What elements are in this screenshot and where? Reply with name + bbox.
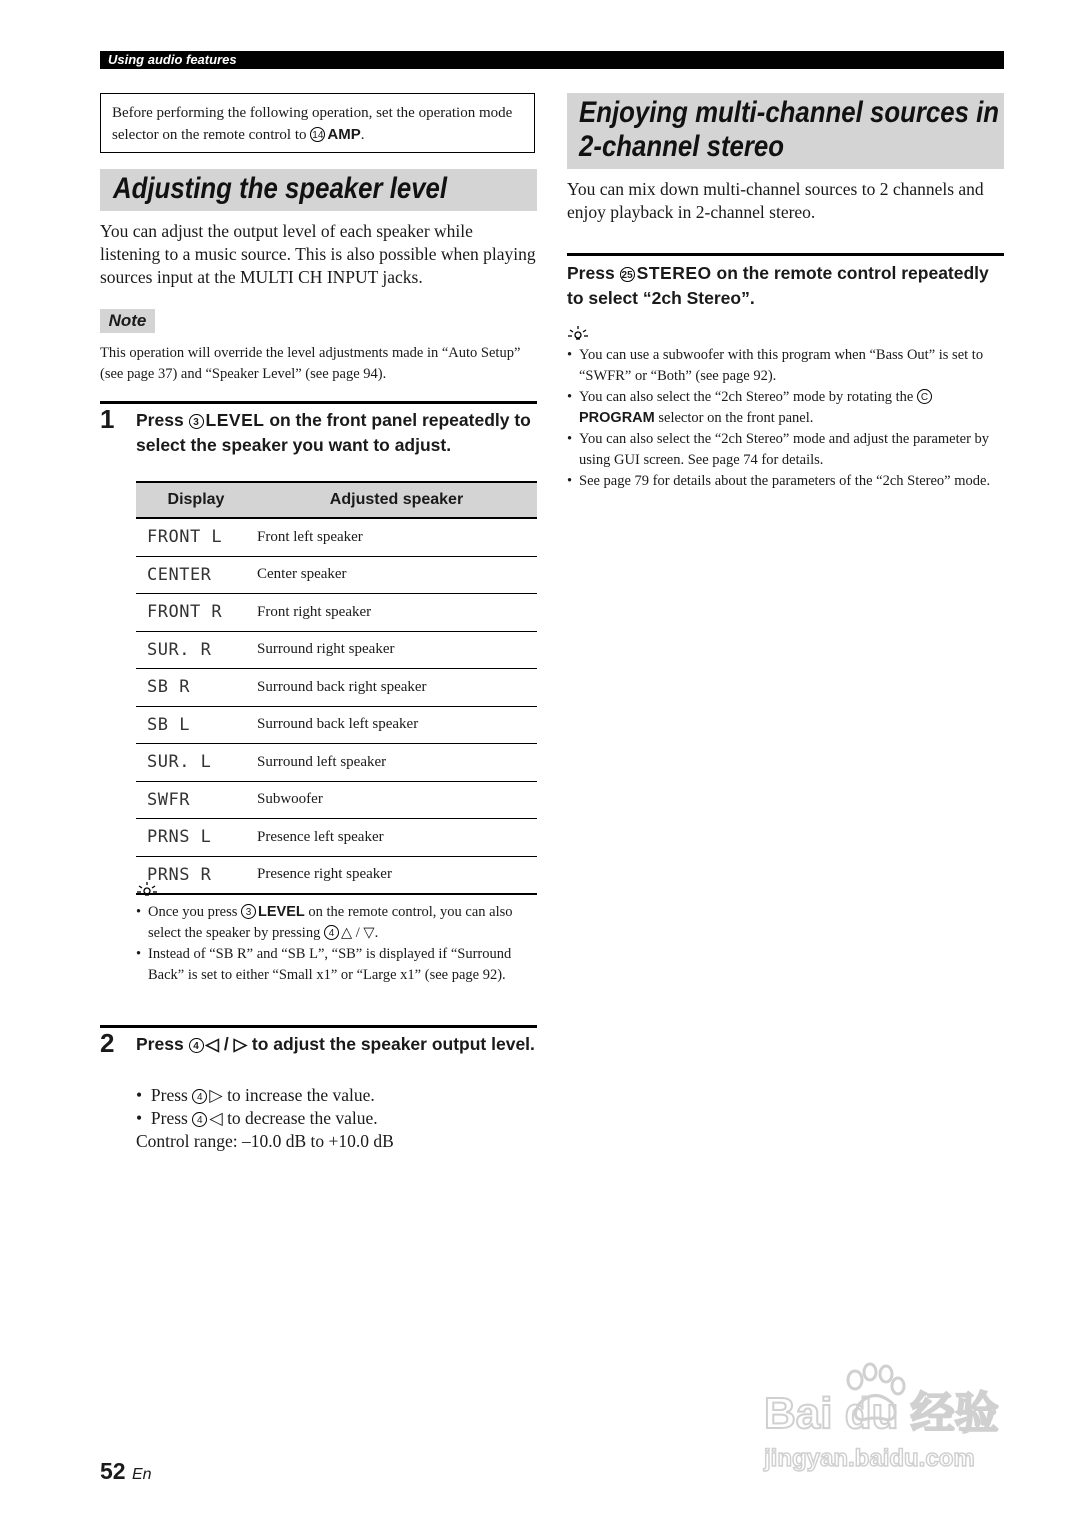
display-cell: SWFR [136,781,256,819]
display-cell: SB R [136,669,256,707]
column-header-speaker: Adjusted speaker [256,482,537,518]
page-language: En [131,1466,152,1483]
list-item [136,902,537,944]
left-title-band [100,169,537,211]
left-intro: You can adjust the output level of each speaker while listening to a music source. This is also possible when playing sources input at the MULTI CH INPUT jacks. [100,221,536,287]
right-step-pre: Press [567,263,620,283]
speaker-cell: Center speaker [256,556,537,594]
right-title-band [567,93,1004,169]
speaker-cell: Surround back right speaker [256,669,537,707]
bullet2-pre: Press [150,1108,193,1128]
table-row [136,781,537,819]
list-item: • You can use a subwoofer with this program when “Bass Out” is set to “SWFR” or “Both” (see page 92). [567,345,1004,387]
speaker-cell: Presence left speaker [256,819,537,857]
display-cell: SUR. L [136,744,256,782]
tip1-end: . [374,925,379,941]
speaker-cell: Surround right speaker [256,631,537,669]
table-row [136,706,537,744]
key-letter-c: C [917,389,932,404]
page-number-value: 52 [100,1458,126,1484]
amp-key-label: AMP [327,126,361,143]
bullet2-post: to decrease the value. [222,1108,378,1128]
pre-operation-text: Before performing the following operation, set the operation mode selector on the remote control to [112,105,513,143]
step2-post: to adjust the speaker output level. [247,1034,535,1054]
list-item: • Instead of “SB R” and “SB L”, “SB” is displayed if “Surround Back” is set to either “Small x1” or “Large x1” (see page 92). [136,944,537,986]
step2-instruction [136,1032,536,1057]
bullet1-post: to increase the value. [222,1085,375,1105]
level-key-label: LEVEL [205,410,265,430]
step1-rule [100,401,537,404]
baidu-watermark-logo [760,1358,1010,1478]
right-step-rule [567,253,1004,256]
right-intro: You can mix down multi-channel sources to 2 channels and enjoy playback in 2-channel stereo. [567,179,984,222]
display-cell: FRONT R [136,594,256,632]
right-step-instruction [567,261,1004,311]
step2-number: 2 [100,1028,115,1058]
left-arrow-icon: ◁ [209,1108,223,1128]
hint-icon [567,325,589,341]
watermark-brand: Bai du 经验 [764,1389,999,1438]
step1-post: on the front panel repeatedly to select the speaker you want to adjust. [136,410,531,455]
tip1-pre: Once you press [148,904,242,920]
level-key-label: LEVEL [258,904,305,920]
list-item [567,387,1004,429]
list-item: • Press 4 ◁ to decrease the value. [136,1108,378,1128]
step1-instruction [136,408,536,458]
step1-pre: Press [136,410,189,430]
table-row [136,518,537,556]
table-row [136,556,537,594]
key-number-25: 25 [620,267,635,282]
step2-pre: Press [136,1034,189,1054]
key-number-4: 4 [189,1038,204,1053]
speaker-cell: Front left speaker [256,518,537,556]
stereo-key-label: STEREO [636,263,712,283]
left-section-title: Adjusting the speaker level [113,172,448,205]
right-section-title-line1: Enjoying multi-channel sources in [579,96,1000,129]
key-number-4: 4 [324,925,339,940]
display-cell: FRONT L [136,518,256,556]
section-header-label: Using audio features [108,52,237,67]
tip2-pre: You can also select the “2ch Stereo” mode by rotating the [579,389,917,405]
table-header-row [136,482,537,518]
tip2-post: selector on the front panel. [654,410,814,426]
hint-icon [136,881,158,897]
pre-operation-box [100,93,535,153]
bullet1-pre: Press [150,1085,193,1105]
step2-rule [100,1025,537,1028]
pre-operation-end: . [360,127,365,143]
right-step-post: on the remote control repeatedly to select “2ch Stereo”. [567,263,989,308]
display-cell: SUR. R [136,631,256,669]
list-item: • See page 79 for details about the parameters of the “2ch Stereo” mode. [567,471,1004,492]
right-arrow-icon: ▷ [209,1085,223,1105]
left-tips-list [136,902,537,986]
watermark-url: jingyan.baidu.com [764,1445,975,1472]
list-item: • Press 4 ▷ to increase the value. [136,1085,375,1105]
key-number-14: 14 [310,127,325,142]
column-header-display: Display [136,482,256,518]
key-number-3: 3 [241,904,256,919]
speaker-cell: Presence right speaker [256,856,537,894]
table-row [136,594,537,632]
control-range: Control range: –10.0 dB to +10.0 dB [136,1131,394,1151]
speaker-cell: Surround back left speaker [256,706,537,744]
table-row [136,669,537,707]
key-number-4: 4 [192,1089,207,1104]
key-number-3: 3 [189,414,204,429]
step1-number: 1 [100,404,115,434]
up-down-arrows: △ / ▽ [340,925,375,941]
right-tips-list [567,345,1004,492]
note-label: Note [100,309,155,333]
speaker-cell: Front right speaker [256,594,537,632]
program-key-label: PROGRAM [579,410,655,426]
speaker-table [136,481,537,895]
page-number [100,1458,152,1485]
list-item: • You can also select the “2ch Stereo” mode and adjust the parameter by using GUI screen. See page 74 for details. [567,429,1004,471]
table-row [136,856,537,894]
display-cell: PRNS L [136,819,256,857]
display-cell: SB L [136,706,256,744]
table-row [136,631,537,669]
key-number-4: 4 [192,1112,207,1127]
right-section-title-line2: 2-channel stereo [579,130,785,163]
step2-details [136,1084,536,1153]
tip1-mid: on the remote control, you can also select the speaker by pressing [148,904,513,941]
note-text: This operation will override the level adjustments made in “Auto Setup” (see page 37) and “Speaker Level” (see page 94). [100,345,521,382]
speaker-cell: Surround left speaker [256,744,537,782]
speaker-cell: Subwoofer [256,781,537,819]
table-row [136,819,537,857]
display-cell: CENTER [136,556,256,594]
display-cell: PRNS R [136,856,256,894]
table-row [136,744,537,782]
left-right-arrows: ◁ / ▷ [205,1034,248,1054]
section-header-bar [100,51,1004,69]
